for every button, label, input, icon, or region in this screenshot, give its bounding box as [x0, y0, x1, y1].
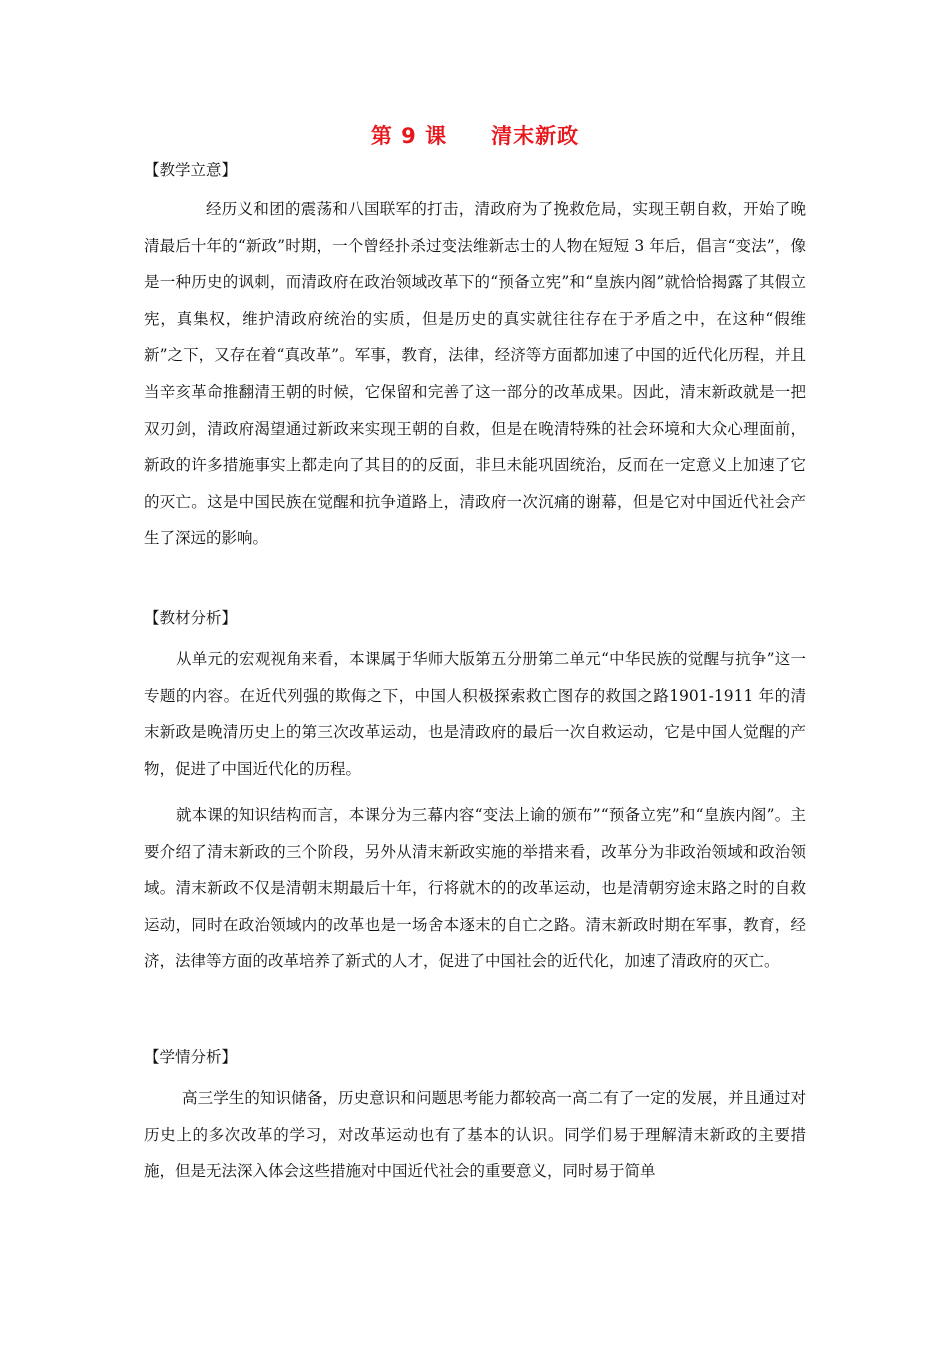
section-heading-teaching-intent: 【教学立意】	[144, 161, 238, 179]
section-heading-textbook-analysis: 【教材分析】	[144, 609, 238, 627]
page-title: 第 9 课 清末新政	[370, 124, 580, 148]
section-heading-student-analysis: 【学情分析】	[144, 1048, 238, 1066]
paragraph-teaching-intent: 经历义和团的震荡和八国联军的打击，清政府为了挽救危局，实现王朝自救，开始了晚清最后十年的“新政”时期，一个曾经扑杀过变法维新志士的人物在短短 3 年后，倡言“变法”，像是一种历史的讽刺，而清政府在政治领域改革下的“预备立宪”和“皇族内阁”就恰恰揭露了其假立宪，真集权，维护清政府统治的实质，但是历史的真实就往往存在于矛盾之中，在这种“假维新”之下，又存在着“真改革”。军事，教育，法律，经济等方面都加速了中国的近代化历程，并且当辛亥革命推翻清王朝的时候，它保留和完善了这一部分的改革成果。因此，清末新政就是一把双刃剑，清政府渴望通过新政来实现王朝的自救，但是在晚清特殊的社会环境和大众心理面前，新政的许多措施事实上都走向了其目的的反面，非旦未能巩固统治，反而在一定意义上加速了它的灭亡。这是中国民族在觉醒和抗争道路上，清政府一次沉痛的谢幕，但是它对中国近代社会产生了深远的影响。	[144, 200, 806, 548]
paragraph-textbook-analysis-1: 从单元的宏观视角来看，本课属于华师大版第五分册第二单元“中华民族的觉醒与抗争”这一专题的内容。在近代列强的欺侮之下，中国人积极探索救亡图存的救国之路1901-1911 年的清末新政是晚清历史上的第三次改革运动，也是清政府的最后一次自救运动，它是中国人觉醒的产物，促进了中国近代化的历程。	[144, 650, 806, 778]
paragraph-student-analysis: 高三学生的知识储备，历史意识和问题思考能力都较高一高二有了一定的发展，并且通过对历史上的多次改革的学习，对改革运动也有了基本的认识。同学们易于理解清末新政的主要措施，但是无法深入体会这些措施对中国近代社会的重要意义，同时易于简单	[144, 1089, 806, 1181]
paragraph-textbook-analysis-2: 就本课的知识结构而言，本课分为三幕内容“变法上谕的颁布”“预备立宪”和“皇族内阁”。主要介绍了清末新政的三个阶段，另外从清末新政实施的举措来看，改革分为非政治领域和政治领域。清末新政不仅是清朝末期最后十年，行将就木的的改革运动，也是清朝穷途末路之时的自救运动，同时在政治领域内的改革也是一场舍本逐末的自亡之路。清末新政时期在军事，教育，经济，法律等方面的改革培养了新式的人才，促进了中国社会的近代化，加速了清政府的灭亡。	[144, 806, 806, 971]
